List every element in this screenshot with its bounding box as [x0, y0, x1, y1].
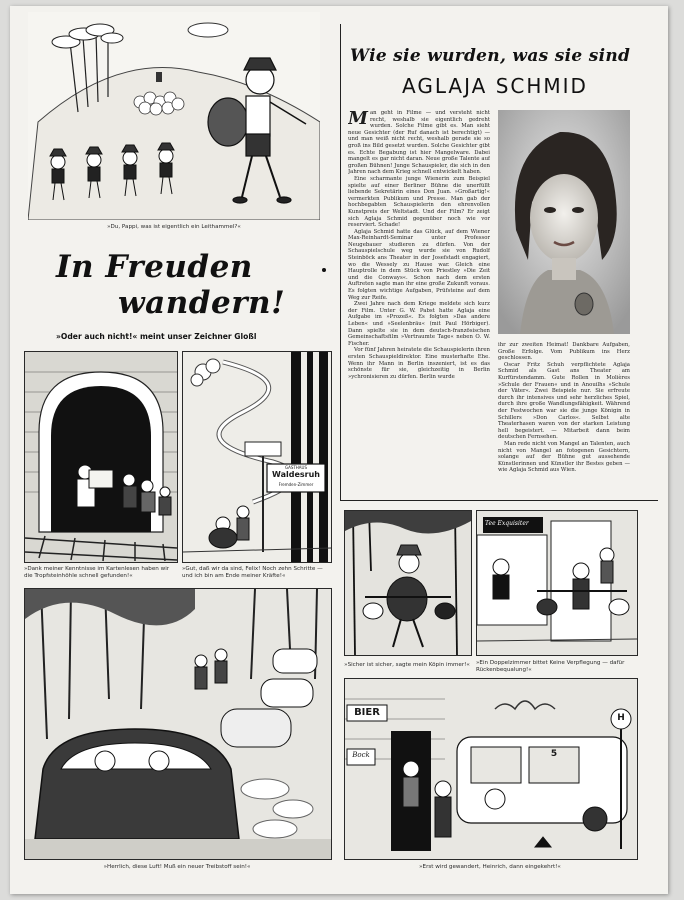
- headline-line1: In Freuden: [56, 249, 253, 285]
- caption-traffic: »Herrlich, diese Luft! Muß ein neuer Treibstoff sein!«: [103, 864, 251, 870]
- cartoon-pots-drawing: [345, 511, 471, 655]
- headline-dot: [322, 268, 326, 272]
- profile-col1-p1: Man geht in Filme — und versteht nicht recht, weshalb sie eigentlich gedreht wurden. Solche Filme gibt es. Man sieht neue Gesichter (der Ruf danach ist berechtigt) — und man weiß nicht recht, weshalb gerade sie so groß ins Bild gesetzt wurden. Solche Gesichter gibt es. Echte Begabung ist hier Mangelware. Dabei mangelt es gar nicht daran. Neue große Talente auf großen Bühnen! Junge Schauspieler, die sich in den Jahren nach dem Krieg schnell entwickelt haben.: [348, 110, 490, 176]
- profile-left-rule: [340, 24, 341, 500]
- caption-hikers-text: »Du, Pappi, was ist eigentlich ein Leithammel?«: [107, 224, 241, 230]
- magazine-page: [10, 6, 668, 894]
- profile-rubric: Wie sie wurden, was sie sind: [350, 46, 631, 66]
- profile-col1-p2: Eine scharmante junge Wienerin zum Beispiel spielte auf einer Berliner Bühne die unerfüllt liebende Sekretärin eines Don Juan. »Großartig!« vermerkten Publikum und Presse. Man gab der hochbegabten Schauspielerin den ehrenvollen Kunstpreis der Weltstadt. Und der Film? Er zeigt sich Aglaja Schmid gegenüber noch wie vor reserviert. Schade!: [348, 175, 490, 229]
- sign-shop: Tee Exquisiter: [485, 520, 529, 527]
- headline-line2: wandern!: [118, 285, 286, 321]
- portrait-drawing: [498, 110, 630, 334]
- cartoon-shop: [476, 510, 638, 656]
- sign-inn-line2: Waldesruh: [272, 470, 320, 479]
- profile-col2-p3: Man rede nicht von Mangel an Talenten, auch nicht von Mangel an fotogenen Gesichtern, solange auf der Bühne gut aussehende Künstlerinnen und Künstler ihr Bestes geben — wie Aglaja Schmid aus Wien.: [498, 440, 630, 474]
- cartoon-inn-bus-drawing: [345, 679, 637, 859]
- sign-inn-line3: Fremden-Zimmer: [278, 482, 314, 487]
- profile-col2-p1: ihr zur zweiten Heimat! Dankbare Aufgaben, Große Erfolge. Vom Publikum ins Herz geschlossen.: [498, 342, 630, 362]
- profile-name: AGLAJA SCHMID: [402, 74, 588, 98]
- profile-col1-p4: Zwei Jahre nach dem Kriege meldete sich kurz der Film. Unter G. W. Pabst hatte Aglaja eine Aufgabe im »Prozeß«. Es folgten »Das andere Leben« und »Seelenbräu« (mit Paul Hörbiger). Dann spielte sie in dem deutsch-französischen Gemeinschaftsfilm »Vertraumte Tage« neben O. W. Fischer.: [348, 301, 490, 347]
- profile-col2-p2: Oscar Fritz Schuh verpflichtete Aglaja Schmid als Gast ans Theater am Kurfürstendamm. Gute Rollen in Molières »Schule der Frauen« und in Anouilhs »Schule der Väter«. Zwei Beispiele nur. Sie erfreute durch ihr intensives und sehr herzliches Spiel, durch ihre große Wandlungsfähigkeit. Während der Festwochen war sie die junge Königin in Schillers »Don Carlos«. Selbst alte Theaterhasen waren von der starken Leistung hell begeistert. — Mitarbeit dann beim deutschen Fernsehen.: [498, 361, 630, 441]
- cartoon-hikers: [28, 12, 320, 220]
- sign-milestone: 5: [550, 749, 558, 759]
- subheadline: »Oder auch nicht!« meint unser Zeichner Gloßl: [56, 332, 257, 341]
- caption-gasthaus: »Gut, daß wir da sind, Felix! Noch zehn Schritte — und ich bin am Ende meiner Kräfte!«: [182, 566, 323, 579]
- dropcap: M: [348, 110, 368, 129]
- portrait-photo: [498, 110, 630, 334]
- cartoon-gasthaus: [182, 351, 332, 563]
- cartoon-gasthaus-drawing: [183, 352, 331, 562]
- caption-pots: »Sicher ist sicher, sagte mein Köpin immer!«: [344, 662, 470, 668]
- sign-bus-stop: H: [617, 713, 625, 723]
- cartoon-hikers-drawing: [28, 12, 320, 220]
- profile-col1-p3: Aglaja Schmid hatte das Glück, auf dem Wiener Max-Reinhardt-Seminar unter Professor Neugebauer studieren zu dürfen. Von der Schauspielschule weg wurde sie von Rudolf Steinböck ans Theater in der Josefstadt engagiert, wo die Wessely zu Hause war. Gleich eine Hauptrolle in dem Stück von Priestley »Die Zeit und die Conways«. Schon nach dem ersten Auftreten sagte man ihr eine große Zukunft voraus. Es folgten wichtige Aufgaben, Prüfsteine auf dem Weg zur Reife.: [348, 228, 490, 301]
- sign-bier: BIER: [354, 707, 380, 718]
- caption-shop: »Ein Doppelzimmer bittet Keine Verpflegung — dafür Rückenbequalung!«: [476, 660, 625, 673]
- caption-tunnel: »Dank meiner Kenntnisse im Kartenlesen haben wir die Tropfsteinhöhle schnell gefunden!«: [24, 566, 170, 579]
- cartoon-tunnel-drawing: [25, 352, 177, 562]
- cartoon-pots: [344, 510, 472, 656]
- cartoon-shop-drawing: [477, 511, 637, 655]
- cartoon-tunnel: [24, 351, 178, 563]
- cartoon-traffic-drawing: [25, 589, 331, 859]
- cartoon-inn-bus: [344, 678, 638, 860]
- profile-column-1: [348, 110, 490, 496]
- sign-inn-line1: GASTHAUS: [284, 465, 308, 470]
- profile-col1-p5: Vor fünf Jahren heiratete die Schauspielerin ihren ersten Schauspieldirektor. Eine musterhafte Ehe. Wenn ihr Mann in Berlin inszeniert, ist es das schönste für sie, gleichzeitig in Berlin »ychronisieren zu dürfen. Berlin wurde: [348, 347, 490, 380]
- cartoon-traffic: [24, 588, 332, 860]
- profile-column-2: [498, 342, 630, 494]
- caption-inn-bus: »Erst wird gewandert, Heinrich, dann eingekehrt!«: [419, 864, 561, 870]
- sign-bock: Bock: [352, 751, 370, 759]
- profile-bottom-rule: [340, 500, 658, 501]
